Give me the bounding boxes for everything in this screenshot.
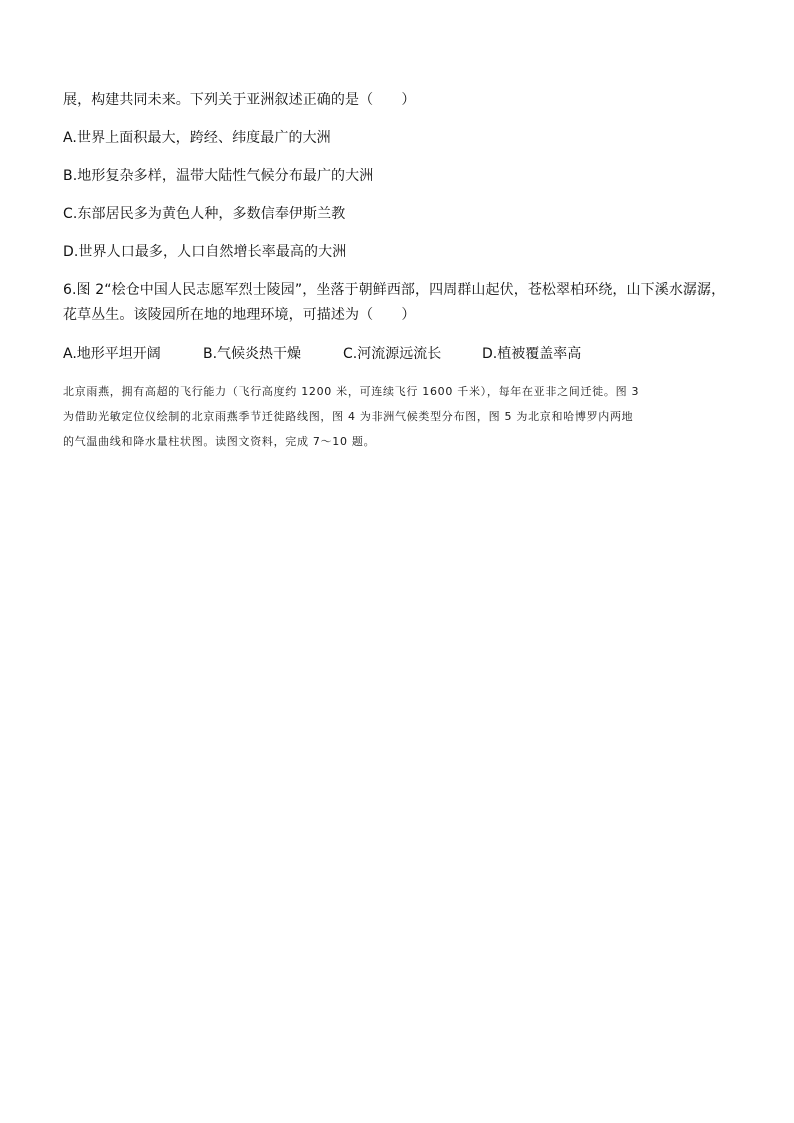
passage-line-3: 的气温曲线和降水量柱状图。读图文资料，完成 7～10 题。 xyxy=(63,435,376,448)
question-5-option-c: C.东部居民多为黄色人种，多数信奉伊斯兰教 xyxy=(63,206,346,222)
question-6-option-d: D.植被覆盖率高 xyxy=(482,346,582,362)
question-5-stem: 展，构建共同未来。下列关于亚洲叙述正确的是（ ） xyxy=(63,92,416,108)
question-6-option-b: B.气候炎热干燥 xyxy=(203,346,302,362)
question-6-option-c: C.河流源远流长 xyxy=(343,346,442,362)
question-6-option-a: A.地形平坦开阔 xyxy=(63,346,161,362)
passage-line-1: 北京雨燕，拥有高超的飞行能力（飞行高度约 1200 米，可连续飞行 1600 千米），每年在亚非之间迁徙。图 3 xyxy=(63,385,640,398)
passage-line-2: 为借助光敏定位仪绘制的北京雨燕季节迁徙路线图，图 4 为非洲气候类型分布图，图 5 为北京和哈博罗内两地 xyxy=(63,410,634,423)
question-6-stem-line-2: 花草丛生。该陵园所在地的地理环境，可描述为（ ） xyxy=(63,307,416,323)
question-5-option-d: D.世界人口最多，人口自然增长率最高的大洲 xyxy=(63,244,347,260)
question-6-options xyxy=(0,345,794,365)
question-6-stem-line-1: 6.图 2“桧仓中国人民志愿军烈士陵园”，坐落于朝鲜西部，四周群山起伏，苍松翠柏环绕，山下溪水潺潺， xyxy=(63,282,726,298)
question-5-option-a: A.世界上面积最大，跨经、纬度最广的大洲 xyxy=(63,130,331,146)
question-5-option-b: B.地形复杂多样，温带大陆性气候分布最广的大洲 xyxy=(63,168,374,184)
